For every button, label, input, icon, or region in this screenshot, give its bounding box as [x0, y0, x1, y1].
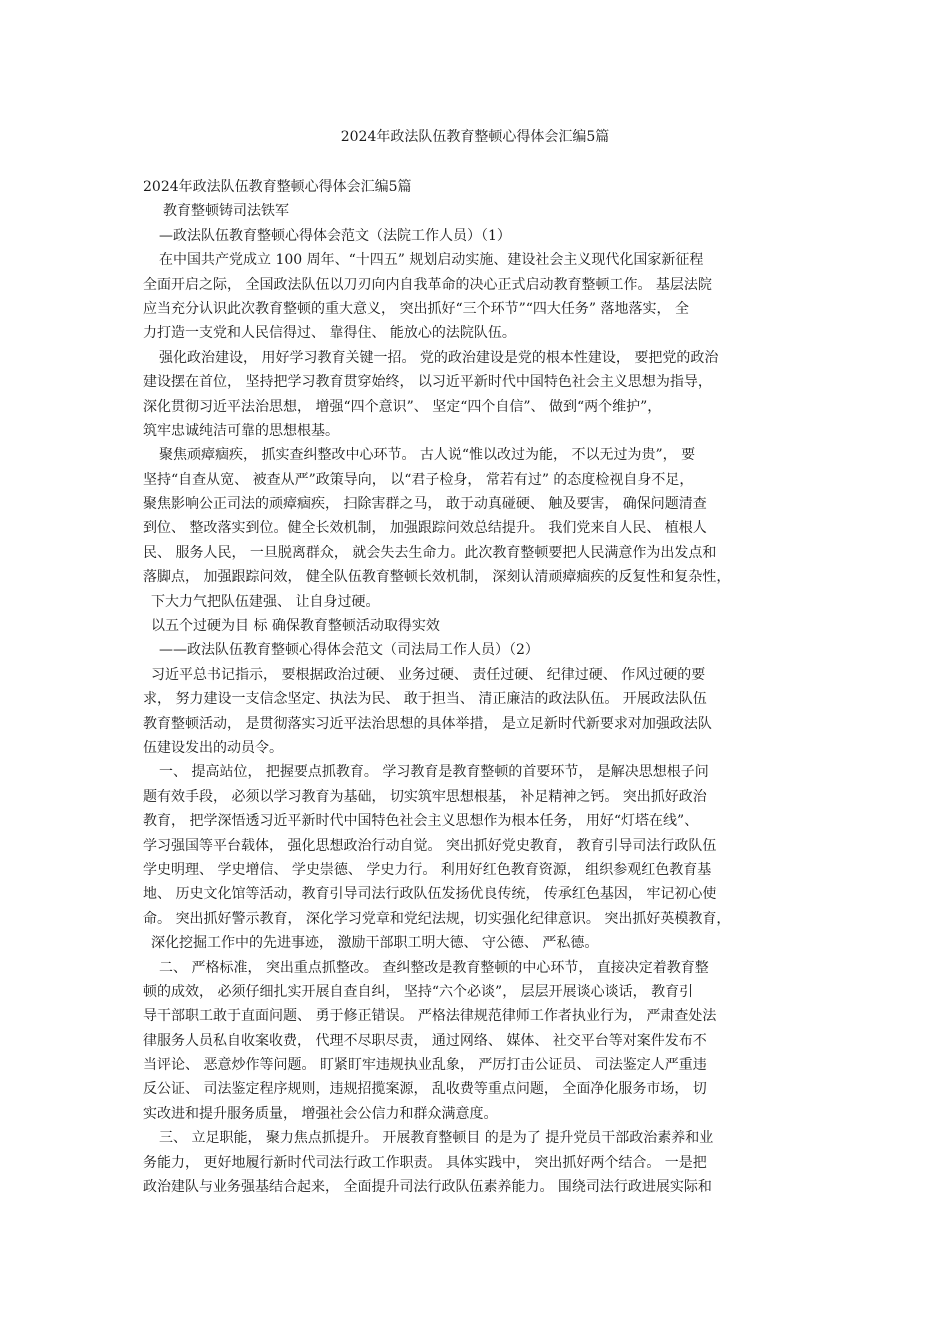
text-line: 坚持“自查从宽、 被查从严”政策导向， 以“君子检身， 常若有过” 的态度检视自身不足， [143, 471, 694, 488]
text-line: 题有效手段， 必须以学习教育为基础， 切实筑牢思想根基， 补足精神之钙。 突出抓好政治 [143, 788, 707, 805]
text-line: 应当充分认识此次教育整顿的重大意义， 突出抓好“三个环节”“四大任务” 落地落实， 全 [143, 300, 689, 317]
text-line: 求， 努力建设一支信念坚定、执法为民、 敢于担当、 清正廉洁的政法队伍。 开展政法队伍 [143, 691, 707, 708]
text-line: 伍建设发出的动员令。 [143, 739, 283, 756]
text-line: 强化政治建设， 用好学习教育关键一招。 党的政治建设是党的根本性建设， 要把党的政治 [159, 349, 719, 366]
text-line: 教育整顿铸司法铁军 [163, 203, 289, 220]
text-line: 在中国共产党成立 100 周年、“十四五” 规划启动实施、建设社会主义现代化国家新征程 [159, 252, 704, 269]
document-body [143, 175, 818, 1199]
text-line: 政治建队与业务强基结合起来， 全面提升司法行政队伍素养能力。 围绕司法行政进展实际和 [143, 1179, 712, 1196]
text-line: 命。 突出抓好警示教育， 深化学习党章和党纪法规，切实强化纪律意识。 突出抓好英模教育， [143, 910, 731, 927]
text-line: 三、 立足职能， 聚力焦点抓提升。 开展教育整顿目 的是为了 提升党员干部政治素养和业 [159, 1130, 714, 1147]
text-line: 习近平总书记指示， 要根据政治过硬、 业务过硬、 责任过硬、 纪律过硬、 作风过硬的要 [151, 666, 706, 683]
text-line: —政法队伍教育整顿心得体会范文（法院工作人员）（1） [159, 227, 511, 244]
text-line: 筑牢忠诚纯洁可靠的思想根基。 [143, 422, 339, 439]
text-line: 民、 服务人民， 一旦脱离群众， 就会失去生命力。此次教育整顿要把人民满意作为出发点和 [143, 544, 717, 561]
text-line: 学习强国等平台载体， 强化思想政治行动自觉。 突出抓好党史教育， 教育引导司法行政队伍 [143, 837, 717, 854]
text-line: ——政法队伍教育整顿心得体会范文（司法局工作人员）（2） [159, 642, 539, 659]
text-line: 2024年政法队伍教育整顿心得体会汇编5篇 [143, 179, 412, 195]
text-line: 实改进和提升服务质量， 增强社会公信力和群众满意度。 [143, 1105, 498, 1122]
text-line: 聚焦顽瘴痼疾， 抓实查纠整改中心环节。 古人说“惟以改过为能， 不以无过为贵”， 要 [159, 447, 696, 464]
text-line: 教育， 把学深悟透习近平新时代中国特色社会主义思想作为根本任务， 用好“灯塔在线”、 [143, 813, 699, 830]
text-line: 二、 严格标准， 突出重点抓整改。 查纠整改是教育整顿的中心环节， 直接决定着教育整 [159, 959, 709, 976]
text-line: 全面开启之际， 全国政法队伍以刀刃向内自我革命的决心正式启动教育整顿工作。 基层法院 [143, 276, 712, 293]
text-line: 地、 历史文化馆等活动，教育引导司法行政队伍发扬优良传统， 传承红色基因， 牢记初心使 [143, 886, 717, 903]
text-line: 反公证、 司法鉴定程序规则，违规招揽案源， 乱收费等重点问题， 全面净化服务市场， 切 [143, 1081, 707, 1098]
text-line: 律服务人员私自收案收费， 代理不尽职尽责， 通过网络、 媒体、 社交平台等对案件发布不 [143, 1032, 707, 1049]
text-line: 到位、 整改落实到位。健全长效机制， 加强跟踪问效总结提升。 我们党来自人民、 植根人 [143, 520, 707, 537]
text-line: 导干部职工敢于直面问题、 勇于修正错误。 严格法律规范律师工作者执业行为， 严肃查处法 [143, 1008, 717, 1025]
text-line: 以五个过硬为目 标 确保教育整顿活动取得实效 [151, 618, 440, 635]
text-line: 教育整顿活动， 是贯彻落实习近平法治思想的具体举措， 是立足新时代新要求对加强政法队 [143, 715, 712, 732]
text-line: 深化挖掘工作中的先进事迹， 激励干部职工明大德、 守公德、 严私德。 [151, 935, 599, 952]
text-line: 务能力， 更好地履行新时代司法行政工作职责。 具体实践中， 突出抓好两个结合。 一是把 [143, 1154, 707, 1171]
text-line: 一、 提高站位， 把握要点抓教育。 学习教育是教育整顿的首要环节， 是解决思想根子问 [159, 764, 709, 781]
text-line: 顿的成效， 必须仔细扎实开展自查自纠， 坚持“六个必谈”， 层层开展谈心谈话， 教育引 [143, 983, 694, 1000]
text-line: 学史明理、 学史增信、 学史崇德、 学史力行。 利用好红色教育资源， 组织参观红色教育基 [143, 861, 712, 878]
text-line: 下大力气把队伍建强、 让自身过硬。 [151, 593, 380, 610]
text-line: 落脚点， 加强跟踪问效， 健全队伍教育整顿长效机制， 深刻认清顽瘴痼疾的反复性和复杂性， [143, 569, 731, 586]
text-line: 建设摆在首位， 坚持把学习教育贯穿始终， 以习近平新时代中国特色社会主义思想为指导， [143, 374, 712, 391]
text-line: 深化贯彻习近平法治思想， 增强“四个意识”、 坚定“四个自信”、 做到“两个维护”， [143, 398, 662, 415]
text-line: 聚焦影响公正司法的顽瘴痼疾， 扫除害群之马， 敢于动真碰硬、 触及要害， 确保问题清查 [143, 496, 707, 513]
text-line: 当评论、 恶意炒作等问题。 盯紧盯牢违规执业乱象， 严厉打击公证员、 司法鉴定人严重违 [143, 1057, 707, 1074]
document-title: 2024年政法队伍教育整顿心得体会汇编5篇 [340, 129, 610, 145]
text-line: 力打造一支党和人民信得过、 靠得住、 能放心的法院队伍。 [143, 325, 516, 342]
